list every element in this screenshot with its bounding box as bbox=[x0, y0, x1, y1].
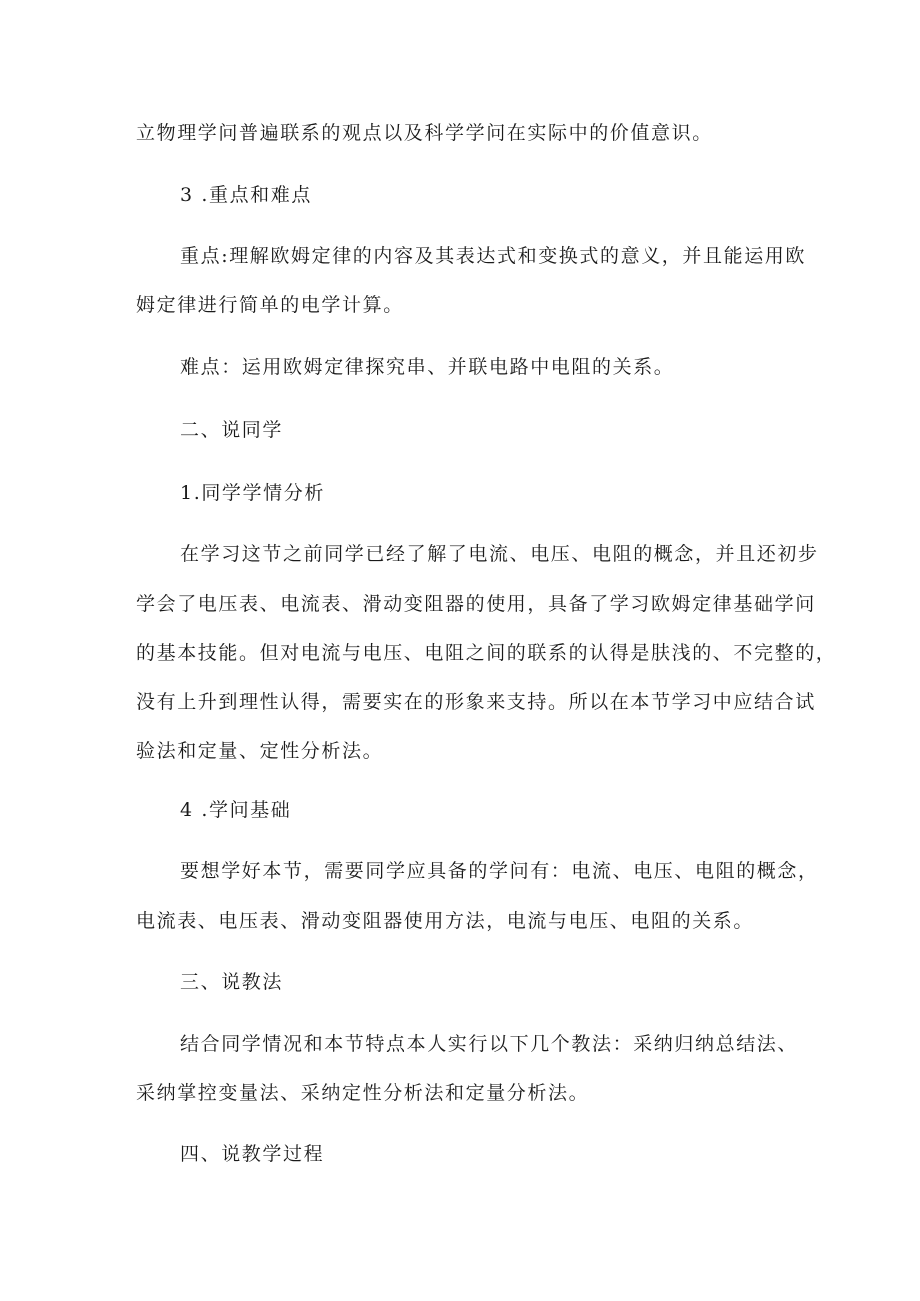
paragraph-line: 没有上升到理性认得，需要实在的形象来支持。所以在本节学习中应结合试 bbox=[136, 691, 816, 713]
paragraph-line: 在学习这节之前同学已经了解了电流、电压、电阻的概念，并且还初步 bbox=[180, 543, 819, 565]
paragraph-line: 重点:理解欧姆定律的内容及其表达式和变换式的意义，并且能运用欧 bbox=[180, 245, 807, 267]
paragraph-line: 难点：运用欧姆定律探究串、并联电路中电阻的关系。 bbox=[180, 356, 675, 378]
paragraph-line: 姆定律进行简单的电学计算。 bbox=[136, 294, 404, 316]
section-heading: 3 .重点和难点 bbox=[180, 184, 312, 206]
paragraph-line: 立物理学问普遍联系的观点以及科学学问在实际中的价值意识。 bbox=[136, 122, 713, 144]
paragraph-line: 学会了电压表、电流表、滑动变阻器的使用，具备了学习欧姆定律基础学问 bbox=[136, 593, 816, 615]
paragraph-line: 验法和定量、定性分析法。 bbox=[136, 740, 384, 762]
section-heading: 三、说教法 bbox=[180, 971, 284, 993]
section-heading: 4 .学问基础 bbox=[180, 799, 292, 821]
paragraph-line: 的基本技能。但对电流与电压、电阻之间的联系的认得是肤浅的、不完整的， bbox=[136, 642, 837, 664]
paragraph-line: 电流表、电压表、滑动变阻器使用方法，电流与电压、电阻的关系。 bbox=[136, 910, 755, 932]
paragraph-line: 要想学好本节，需要同学应具备的学问有：电流、电压、电阻的概念， bbox=[180, 860, 819, 882]
paragraph-line: 结合同学情况和本节特点本人实行以下几个教法：采纳归纳总结法、 bbox=[180, 1033, 799, 1055]
section-heading: 1.同学学情分析 bbox=[180, 482, 325, 504]
section-heading: 四、说教学过程 bbox=[180, 1143, 325, 1165]
section-heading: 二、说同学 bbox=[180, 419, 284, 441]
paragraph-line: 采纳掌控变量法、采纳定性分析法和定量分析法。 bbox=[136, 1082, 590, 1104]
